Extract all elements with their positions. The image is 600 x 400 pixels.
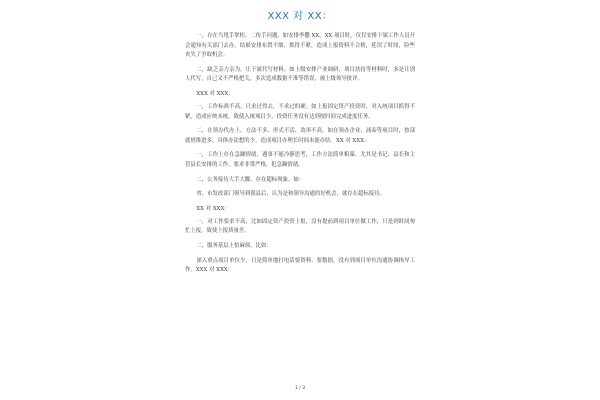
paragraph: 二，公务接待大手大脚，存在超标现象。如： (196, 176, 305, 183)
paragraph: 二，服务基层上怕麻烦。比如： (196, 242, 272, 249)
paragraph: 一，工作上存在急躁情绪，遇事不能冷静思考，工作方法简单粗暴。尤其是书记、县长和主管县长安排的工作，要求非常严格，犯急躁情绪。 (185, 152, 415, 168)
paragraph: 一，工作标准不高，只求过得去，不求过的硬。如上报固定资产投资时，对入统项目抓得不紧，造成应统未统，致使入统项目少，投资任务没有达到按时间完成进度任务。 (185, 103, 415, 120)
paragraph: 省、市发改部门领导到我县后，认为是和领导沟通的好机会，就存在超标接待。 (196, 191, 386, 198)
paragraph: 二，缺乏亲力亲为，让下属代写材料。如上级安排产业调研、项目扶持等材料时，多是让别人代写，自己又不严格把关，多次造成数据不准等错误，被上级领导批评。 (185, 66, 415, 83)
paragraph: 一，对工作要求不高，比如固定资产投资上报，没有提前到项目单位做工作，只是到时间匆忙上报，致使上报质量差。 (185, 218, 415, 235)
paragraph: 一，存在当甩手掌柜，二传手问题。如安排李撒 XX、XX 项目时，仅仅安排下属工作人员开会通知有关部门去办，结果安排布置不细、抓得不紧，造成上报资料不合格，延误了时间，险些丧失了争取机会。 (185, 33, 415, 59)
page-number: 1 / 3 (294, 386, 306, 391)
document-title: XXX 对 XX： (267, 11, 333, 22)
paragraph: 二，在领办代办上，方法不多、形式不活、效率不高。如在领办企业、涌泰等项目时，按部就班推进多，具体办法想的少，造成项目办理长时间未能办结。XX 对 XXX： (185, 128, 415, 144)
paragraph: 深入重点项目单位少，只是简单地打电话要资料、要数据，没有到项目单位沟通协调指导工作。XXX 对 XXX： (185, 257, 415, 274)
section-heading: XX 对 XXX： (196, 205, 230, 212)
section-heading: XXX 对 XXX： (196, 90, 234, 97)
document-body (185, 32, 415, 276)
